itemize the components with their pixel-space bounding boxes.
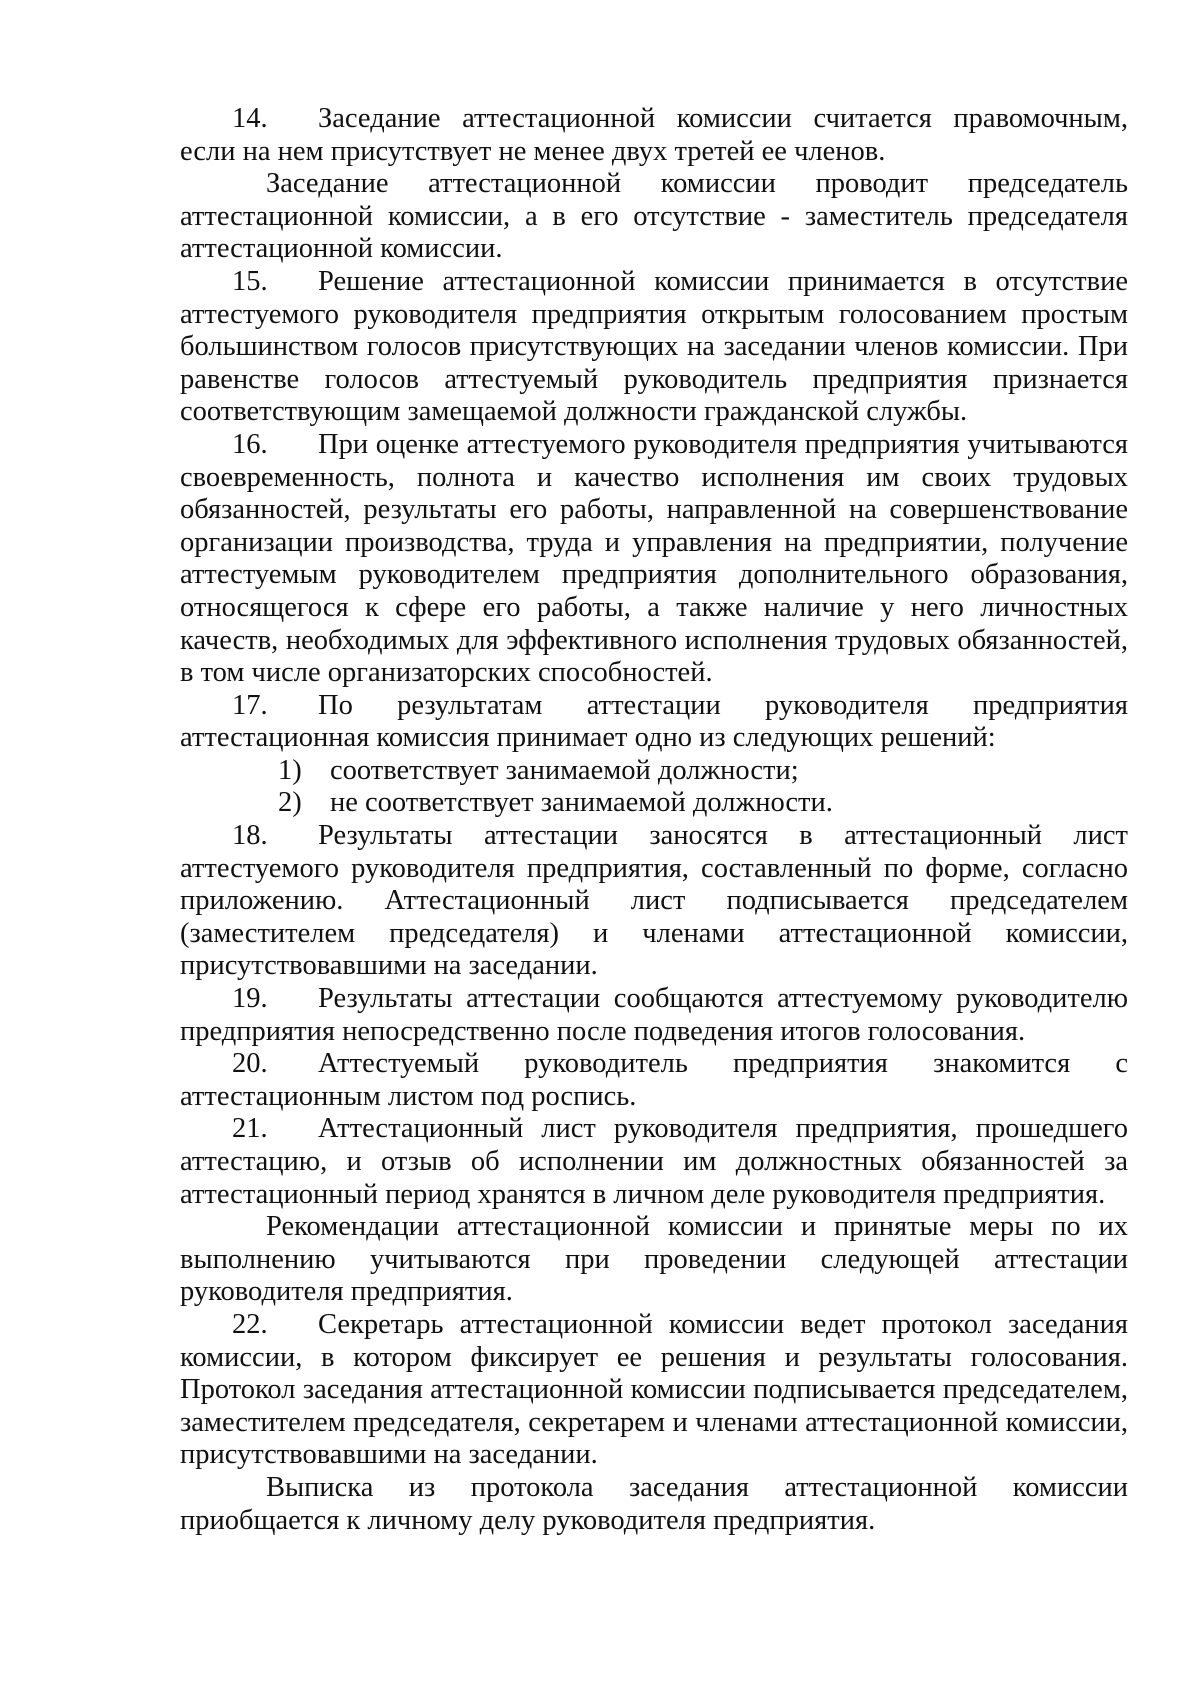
paragraph-17 — [180, 690, 1128, 755]
paragraph-number: 16. — [232, 428, 268, 460]
paragraph-text: По результатам аттестации руководителя предприятия аттестационная комиссия принимает одно из следующих решений: — [180, 689, 1128, 754]
paragraph-text: Решение аттестационной комиссии принимается в отсутствие аттестуемого руководителя предприятия открытым голосованием простым большинством голосов присутствующих на заседании членов комиссии. При равенстве голосов аттестуемый руководитель предприятия признается соответствующим замещаемой должности гражданской службы. — [180, 265, 1128, 428]
list-item — [180, 787, 1128, 820]
paragraph-19 — [180, 983, 1128, 1048]
list-item-number: 1) — [278, 754, 302, 786]
paragraph-number: 19. — [232, 983, 268, 1015]
document-page — [180, 103, 1128, 1537]
list-item-text: соответствует занимаемой должности; — [330, 754, 799, 786]
paragraph-number: 20. — [232, 1048, 268, 1080]
paragraph-text: При оценке аттестуемого руководителя предприятия учитываются своевременность, полнота и качество исполнения им своих трудовых обязанностей, результаты его работы, направленной на совершенствование организации производства, труда и управления на предприятии, получение аттестуемым руководителем предприятия дополнительного образования, относящегося к сфере его работы, а также наличие у него личностных качеств, необходимых для эффективного исполнения трудовых обязанностей, в том числе организаторских способностей. — [180, 428, 1128, 689]
paragraph-22 — [180, 1309, 1128, 1472]
paragraph-21-continuation — [180, 1211, 1128, 1309]
paragraph-text: Результаты аттестации заносятся в аттестационный лист аттестуемого руководителя предприятия, составленный по форме, согласно приложению. Аттестационный лист подписывается председателем (заместителем председателя) и членами аттестационной комиссии, присутствовавшими на заседании. — [180, 820, 1128, 982]
paragraph-text: Выписка из протокола заседания аттестационной комиссии приобщается к личному делу руководителя предприятия. — [180, 1471, 1128, 1536]
paragraph-18 — [180, 820, 1128, 983]
paragraph-number: 22. — [232, 1308, 268, 1340]
paragraph-15 — [180, 266, 1128, 429]
paragraph-text: Заседание аттестационной комиссии считается правомочным, если на нем присутствует не менее двух третей ее членов. — [180, 103, 1128, 167]
paragraph-number: 15. — [232, 265, 268, 297]
paragraph-number: 18. — [232, 820, 268, 852]
paragraph-22-continuation — [180, 1472, 1128, 1537]
paragraph-text: Секретарь аттестационной комиссии ведет протокол заседания комиссии, в котором фиксирует ее решения и результаты голосования. Протокол заседания аттестационной комиссии подписывается председателем, заместителем председателя, секретарем и членами аттестационной комиссии, присутствовавшими на заседании. — [180, 1308, 1128, 1471]
paragraph-text: Аттестационный лист руководителя предприятия, прошедшего аттестацию, и отзыв об исполнении им должностных обязанностей за аттестационный период хранятся в личном деле руководителя предприятия. — [180, 1113, 1128, 1210]
list-item-text: не соответствует занимаемой должности. — [330, 787, 833, 819]
list-item — [180, 755, 1128, 788]
paragraph-text: Заседание аттестационной комиссии проводит председатель аттестационной комиссии, а в его отсутствие - заместитель председателя аттестационной комиссии. — [180, 168, 1128, 265]
paragraph-14 — [180, 103, 1128, 168]
paragraph-16 — [180, 429, 1128, 690]
paragraph-number: 21. — [232, 1113, 268, 1145]
list-item-number: 2) — [278, 787, 302, 819]
paragraph-text: Рекомендации аттестационной комиссии и принятые меры по их выполнению учитываются при проведении следующей аттестации руководителя предприятия. — [180, 1211, 1128, 1308]
paragraph-text: Результаты аттестации сообщаются аттестуемому руководителю предприятия непосредственно после подведения итогов голосования. — [180, 983, 1128, 1047]
paragraph-number: 17. — [232, 689, 268, 721]
paragraph-14-continuation — [180, 168, 1128, 266]
paragraph-text: Аттестуемый руководитель предприятия знакомится с аттестационным листом под роспись. — [180, 1048, 1128, 1112]
paragraph-20 — [180, 1048, 1128, 1113]
paragraph-number: 14. — [232, 103, 268, 134]
paragraph-21 — [180, 1113, 1128, 1211]
